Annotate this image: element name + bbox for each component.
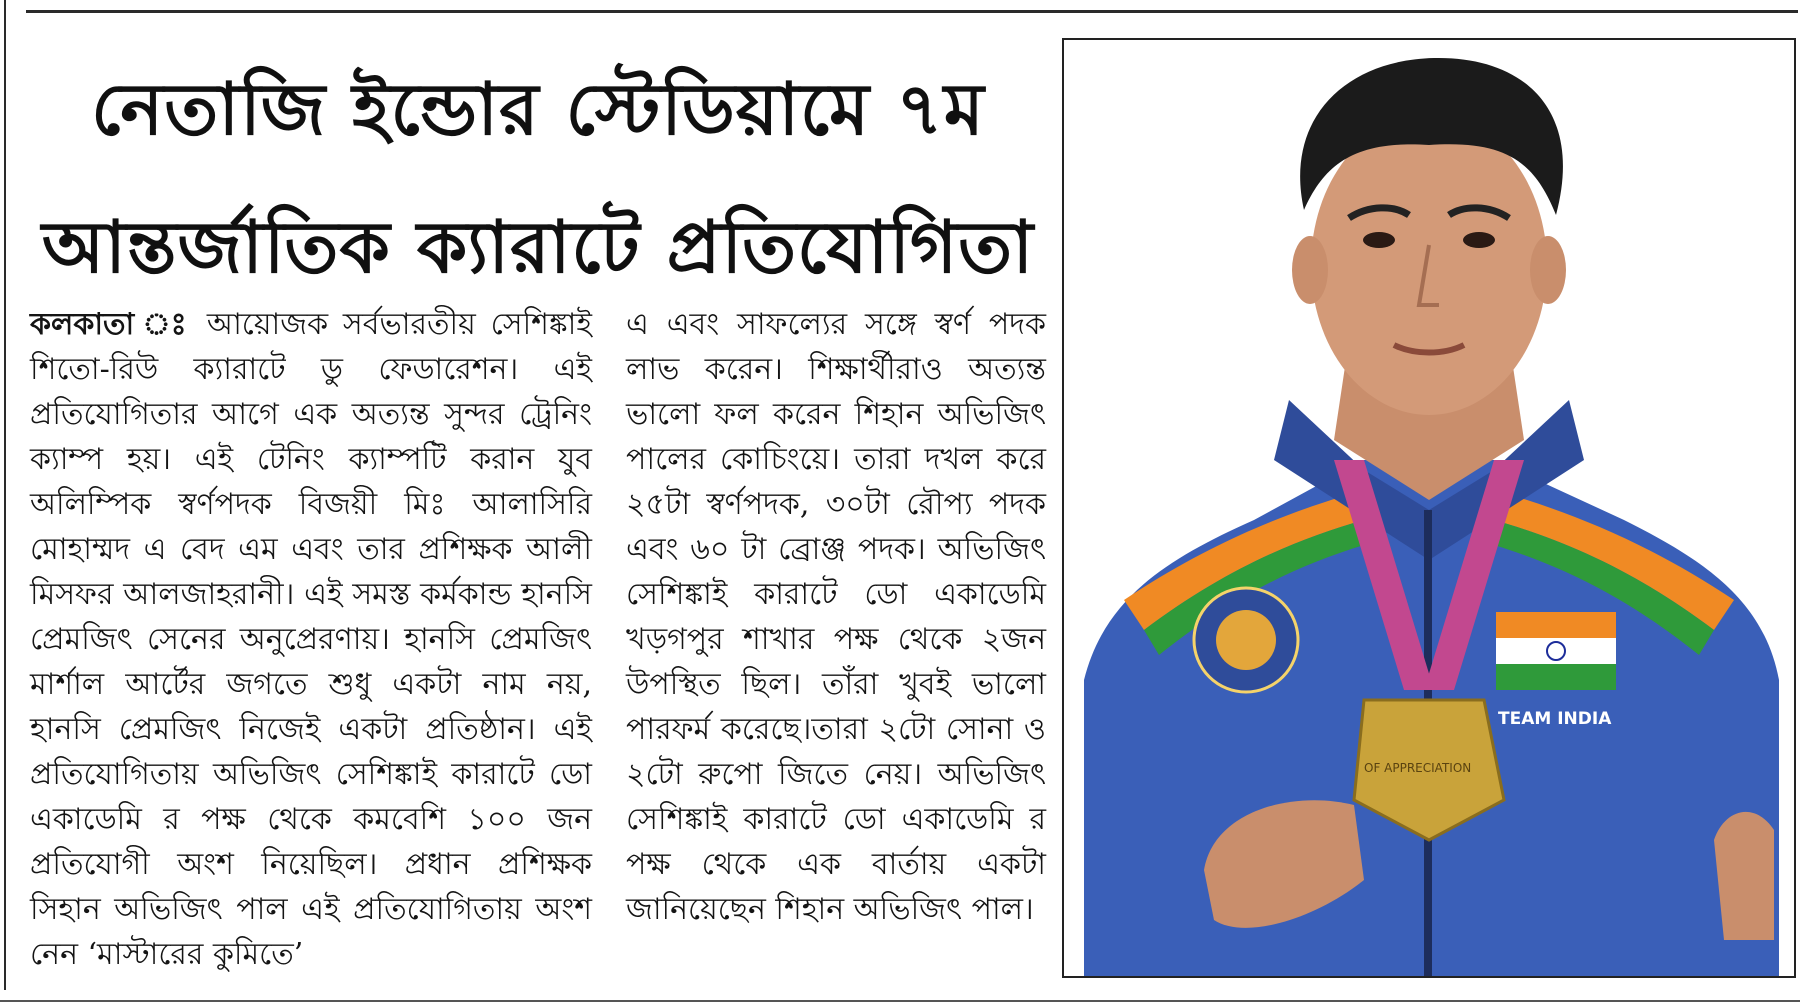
bottom-rule [0,1000,1800,1002]
ear-right [1530,236,1566,304]
headline-line-1: নেতাজি ইন্ডোর স্টেডিয়ামে ৭ম [91,66,985,151]
india-flag-icon [1496,612,1616,690]
face [1311,115,1547,415]
headline-line-2: আন্তর্জাতিক ক্যারাটে প্রতিযোগিতা [41,204,1035,289]
column-1-text: আয়োজক সর্বভারতীয় সেশিঙ্কাই শিতো-রিউ ক্যারাটে ডু ফেডারেশন। এই প্রতিযোগিতার আগে এক অত্যন্ত সুন্দর ট্রেনিং ক্যাম্প হয়। এই টেনিং ক্যাম্পটি করান যুব অলিম্পিক স্বর্ণপদক বিজয়ী মিঃ আলাসিরি মোহাম্মদ এ বেদ এম এবং তার প্রশিক্ষক আলী মিসফর আলজাহরানী। এই সমস্ত কর্মকান্ড হানসি প্রেমজিৎ সেনের অনুপ্রেরণায়। হানসি প্রেমজিৎ মার্শাল আর্টের জগতে শুধু একটা নাম নয়, হানসি প্রেমজিৎ নিজেই একটা প্রতিষ্ঠান। এই প্রতিযোগিতায় অভিজিৎ সেশিঙ্কাই কারাটে ডো একাডেমি র পক্ষ থেকে কমবেশি ১০০ জন প্রতিযোগী অংশ নিয়েছিল। প্রধান প্রশিক্ষক সিহান অভিজিৎ পাল এই প্রতিযোগিতায় অংশ নেন ‘মাস্টারের কুমিতে’ [30,307,592,972]
athlete-photo [1062,38,1796,978]
headline [20,40,1056,316]
column-2-text: এ এবং সাফল্যের সঙ্গে স্বর্ণ পদক লাভ করেন। শিক্ষার্থীরাও অত্যন্ত ভালো ফল করেন শিহান অভিজিৎ পালের কোচিংয়ে। তারা দখল করে ২৫টা স্বর্ণপদক, ৩০টা রৌপ্য পদক এবং ৬০ টা ব্রোঞ্জ পদক। অভিজিৎ সেশিঙ্কাই কারাটে ডো একাডেমি খড়গপুর শাখার পক্ষ থেকে ২জন উপস্থিত ছিল। তাঁরা খুবই ভালো পারফর্ম করেছে।তারা ২টো সোনা ও ২টো রুপো জিতে নেয়। অভিজিৎ সেশিঙ্কাই কারাটে ডো একাডেমি র পক্ষ থেকে এক বার্তায় একটা জানিয়েছেন শিহান অভিজিৎ পাল। [626,307,1046,927]
team-india-label: TEAM INDIA [1498,709,1612,729]
thumb [1714,812,1774,940]
eye-left [1363,232,1395,248]
left-rule [4,0,6,990]
top-rule [26,10,1798,13]
article-column-2 [626,302,1046,932]
ear-left [1292,236,1328,304]
athlete-illustration [1064,40,1794,976]
eye-right [1463,232,1495,248]
medal-text: OF APPRECIATION [1364,761,1472,775]
article-column-1 [30,302,592,977]
dateline: কলকাতা ঃ [30,307,192,342]
